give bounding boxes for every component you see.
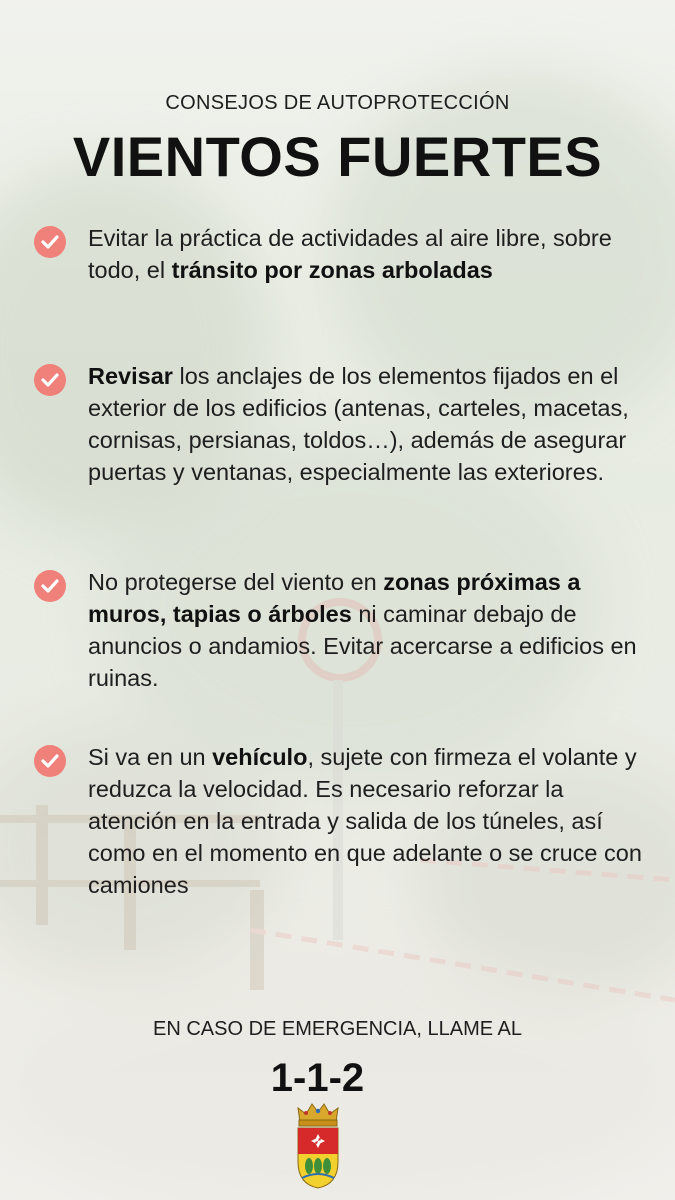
poster-subtitle: CONSEJOS DE AUTOPROTECCIÓN	[165, 92, 510, 114]
check-icon	[34, 226, 66, 258]
municipal-coat-of-arms-icon	[294, 1100, 342, 1190]
tip-text-segment: ni caminar debajo de anuncios o andamios. Evitar acercarse a edificios en ruinas.	[88, 601, 637, 691]
emergency-number: 1-1-2	[270, 1056, 365, 1100]
tip-text	[88, 360, 654, 488]
tip-text	[88, 741, 654, 901]
check-icon	[34, 570, 66, 602]
tip-text-segment: Evitar la práctica de actividades al aire libre, sobre todo, el	[88, 225, 612, 283]
tip-text-segment: No protegerse del viento en	[88, 569, 384, 595]
tip-text	[88, 222, 654, 286]
tip-text-segment: los anclajes de los elementos fijados en el exterior de los edificios (antenas, carteles, macetas, cornisas, persianas, toldos…), además de asegurar puertas y ventanas, especialmente las exteriores.	[88, 363, 629, 485]
tip-text-highlight: vehículo	[212, 744, 308, 770]
tip-text-segment: Si va en un	[88, 744, 213, 770]
poster-title: VIENTOS FUERTES	[72, 125, 603, 188]
tip-text-highlight: Revisar	[88, 363, 173, 389]
tip-text-highlight: tránsito por zonas arboladas	[171, 257, 493, 283]
check-icon	[34, 745, 66, 777]
tip-text	[88, 566, 654, 694]
tip-text-segment: , sujete con firmeza el volante y reduzca la velocidad. Es necesario reforzar la atención en la entrada y salida de los túneles, así como en el momento en que adelante o se cruce con camiones	[88, 744, 642, 898]
tip-text-highlight: zonas próximas a muros, tapias o árboles	[88, 569, 581, 627]
emergency-text: EN CASO DE EMERGENCIA, LLAME AL	[153, 1018, 522, 1040]
check-icon	[34, 364, 66, 396]
